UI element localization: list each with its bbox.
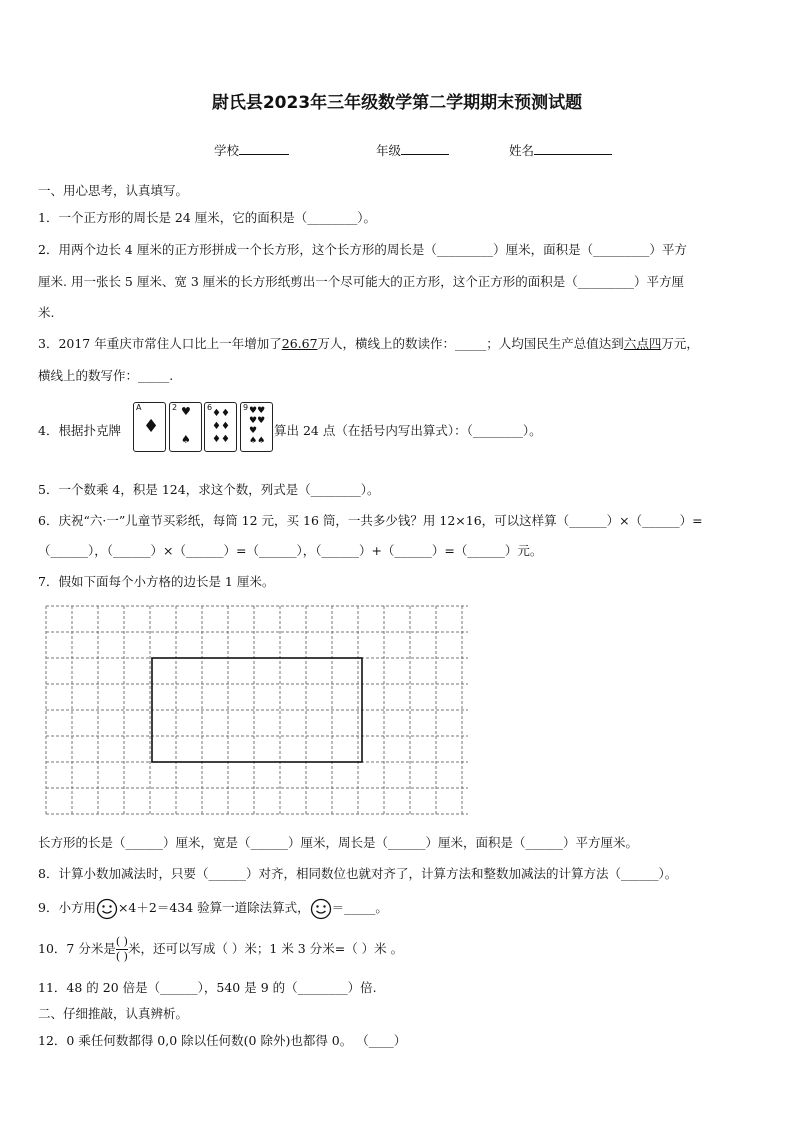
q10-text-2: 米，还可以写成（ ）米；1 米 3 分米=（ ）米 。 — [127, 941, 404, 956]
school-label: 学校 — [214, 143, 240, 158]
q9-text-2: ×4＋2＝434 验算一道除法算式， — [117, 900, 310, 915]
fraction-blank[interactable] — [116, 935, 128, 964]
card-rank: 2 — [172, 403, 178, 412]
grid-lines — [46, 606, 468, 814]
q9-text-1: 9．小方用 — [38, 900, 96, 915]
card-rank: 9 — [243, 403, 249, 412]
fraction-numerator: ( ) — [115, 935, 128, 948]
card-rank: 6 — [207, 403, 213, 412]
q3-text-3: 万元， — [661, 336, 699, 351]
question-9 — [38, 895, 758, 921]
section-2-heading: 二、仔细推敲，认真辨析。 — [38, 1006, 189, 1021]
question-4-suffix: 算出 24 点（在括号内写出算式）：（________）。 — [274, 423, 542, 438]
question-10 — [38, 934, 758, 964]
question-12: 12．0 乘任何数都得 0,0 除以任何数(0 除外)也都得 0。 （____） — [38, 1033, 407, 1048]
name-label: 姓名 — [509, 143, 535, 158]
diamond-icon: ♦ — [143, 416, 160, 437]
playing-card-ace — [133, 402, 166, 452]
playing-card-nine — [240, 402, 273, 452]
question-3-line-1 — [38, 334, 758, 352]
question-8: 8．计算小数加减法时，只要（______）对齐，相同数位也就对齐了，计算方法和整数加减法的计算方法（______）。 — [38, 866, 678, 881]
heart-icon: ♥♥ ♥♥ ♥ ♠♠ — [249, 406, 266, 446]
grid-figure — [45, 605, 469, 815]
question-2-line-2: 厘米. 用一张长 5 厘米、宽 3 厘米的长方形纸剪出一个尽可能大的正方形，这个正方形的面积是（_________）平方厘 — [38, 274, 684, 289]
q3-underlined-words: 六点四 — [623, 336, 662, 351]
grade-blank[interactable] — [401, 142, 449, 155]
question-6-line-2: （______），（______）×（______）=（______），（______）+（______）=（______）元。 — [38, 543, 543, 558]
question-2-line-3: 米. — [38, 305, 55, 320]
name-field — [509, 141, 612, 159]
smiley-face-icon — [310, 898, 332, 920]
q10-text-1: 10．7 分米是 — [38, 941, 116, 956]
playing-card-two — [169, 402, 202, 452]
q3-text-1: 3．2017 年重庆市常住人口比上一年增加了 — [38, 336, 282, 351]
question-1: 1．一个正方形的周长是 24 厘米，它的面积是（________）。 — [38, 210, 377, 225]
spade-icon: ♠ — [181, 433, 191, 446]
q3-underlined-number: 26.67 — [281, 336, 318, 351]
playing-card-six — [204, 402, 237, 452]
question-3-line-2: 横线上的数写作：_____. — [38, 368, 174, 383]
smiley-face-icon — [96, 898, 118, 920]
section-1-heading: 一、用心思考，认真填写。 — [38, 183, 189, 198]
grade-field — [376, 141, 449, 159]
question-2-line-1: 2．用两个边长 4 厘米的正方形拼成一个长方形，这个长方形的周长是（_________）厘米，面积是（_________）平方 — [38, 242, 687, 257]
card-rank: A — [136, 403, 142, 412]
question-6-line-1: 6．庆祝“六·一”儿童节买彩纸，每筒 12 元，买 16 筒，一共多少钱？用 12×16，可以这样算（______）×（______）= — [38, 513, 703, 528]
diamond-icon: ♦♦ ♦♦ ♦♦ — [212, 408, 230, 445]
question-4-prefix: 4．根据扑克牌 — [38, 423, 121, 438]
grade-label: 年级 — [376, 143, 402, 158]
fraction-denominator: ( ) — [115, 950, 128, 963]
page-title: 尉氏县2023年三年级数学第二学期期末预测试题 — [211, 93, 583, 113]
question-11: 11．48 的 20 倍是（______），540 是 9 的（________）倍. — [38, 980, 377, 995]
heart-icon: ♥ — [181, 405, 191, 418]
question-5: 5．一个数乘 4，积是 124，求这个数，列式是（________）。 — [38, 482, 380, 497]
q3-text-2: 万人，横线上的数读作：_____；人均国民生产总值达到 — [317, 336, 624, 351]
q9-text-3: ＝_____。 — [331, 900, 388, 915]
school-field — [214, 141, 289, 159]
school-blank[interactable] — [239, 142, 289, 155]
name-blank[interactable] — [534, 142, 612, 155]
question-7: 7．假如下面每个小方格的边长是 1 厘米。 — [38, 574, 275, 589]
question-7-answer: 长方形的长是（______）厘米，宽是（______）厘米，周长是（______）厘米，面积是（______）平方厘米。 — [38, 835, 639, 850]
